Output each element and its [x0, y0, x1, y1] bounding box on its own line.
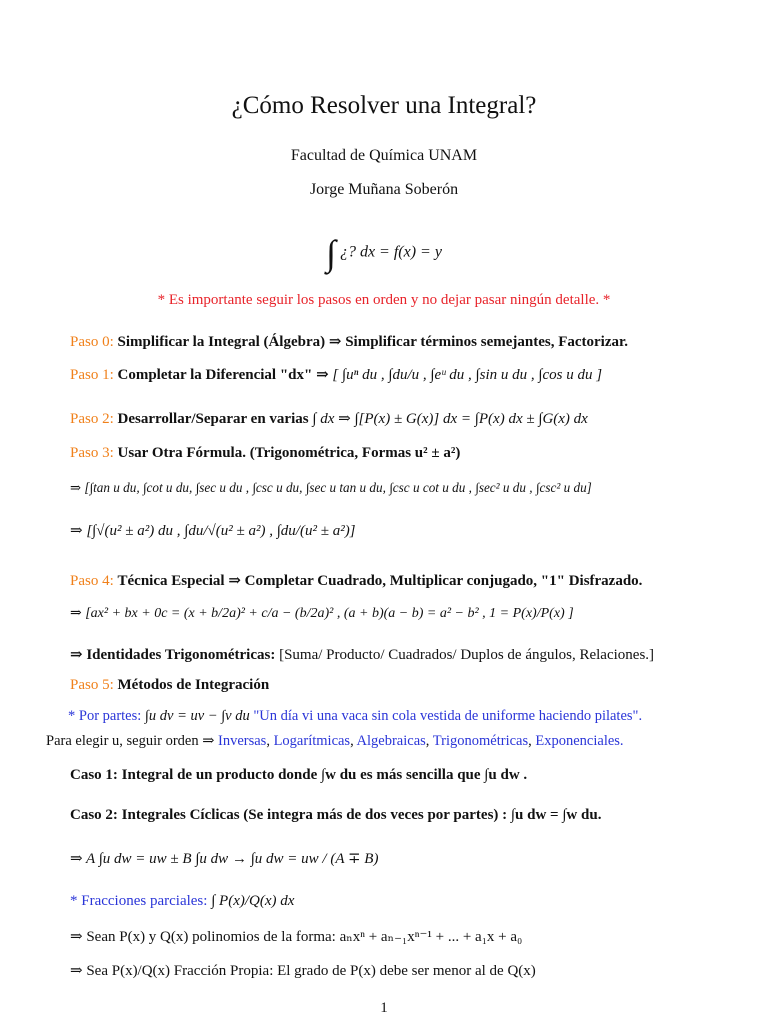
step-0-text: Simplificar la Integral (Álgebra) ⇒ Simplificar términos semejantes, Factorizar. [117, 334, 629, 350]
integral-sign: ∫ [326, 233, 336, 273]
step-2-equation: ∫ dx ⇒ ∫[P(x) ± G(x)] dx = ∫P(x) dx ± ∫G(x) dx [312, 411, 588, 427]
author: Jorge Muñana Soberón [309, 181, 459, 198]
main-equation [0, 235, 768, 271]
order-trigonometricas: Trigonométricas [432, 733, 529, 749]
identities-label: ⇒ Identidades Trigonométricas: [70, 647, 276, 663]
step-1-formulas: [ ∫uⁿ du , ∫du/u , ∫eᵘ du , ∫sin u du , ∫cos u du ] [332, 367, 603, 383]
parts-mnemonic: "Un día vi una vaca sin cola vestida de uniforme haciendo pilates". [253, 708, 643, 724]
step-3-trig-formulas: ⇒ [∫tan u du, ∫cot u du, ∫sec u du , ∫csc u du, ∫sec u tan u du, ∫csc u cot u du , ∫sec² u du , ∫csc² u du] [70, 480, 592, 495]
important-note: * Es importante seguir los pasos en orden y no dejar pasar ningún detalle. * [157, 292, 611, 308]
case-2-equation: ⇒ A ∫u dw = uw ± B ∫u dw → ∫u dw = uw / (A ∓ B) [70, 851, 379, 867]
step-5 [70, 676, 269, 694]
partial-fractions-row [70, 893, 294, 910]
parts-label: * Por partes: [68, 708, 142, 724]
step-4 [70, 572, 642, 590]
step-2 [70, 410, 588, 428]
case-2: Caso 2: Integrales Cíclicas (Se integra más de dos veces por partes) : ∫u dw = ∫w du. [70, 807, 602, 823]
order-logaritmicas: Logarítmicas [273, 733, 351, 749]
case-1: Caso 1: Integral de un producto donde ∫w du es más sencilla que ∫u dw . [70, 767, 528, 783]
order-inversas: Inversas [218, 733, 267, 749]
step-3 [70, 444, 460, 462]
step-5-label: Paso 5: [70, 677, 114, 693]
step-3-label: Paso 3: [70, 445, 114, 461]
order-prefix: Para elegir u, seguir orden ⇒ [46, 733, 215, 749]
step-1-label: Paso 1: [70, 367, 114, 383]
partial-fractions-formula: ∫ P(x)/Q(x) dx [211, 893, 295, 909]
step-4-label: Paso 4: [70, 573, 114, 589]
step-0-label: Paso 0: [70, 334, 114, 350]
parts-row [68, 708, 642, 725]
main-equation-text: ¿? dx = f(x) = y [339, 243, 442, 261]
polynomials-row: ⇒ Sean P(x) y Q(x) polinomios de la forma: aₙxⁿ + aₙ₋₁xⁿ⁻¹ + ... + a₁x + a₀ [70, 929, 523, 945]
order-algebraicas: Algebraicas [356, 733, 426, 749]
identities-row [70, 646, 654, 664]
step-1 [70, 366, 602, 384]
liate-order: Para elegir u, seguir orden ⇒ Inversas, Logarítmicas, Algebraicas, Trigonométricas, Exponenciales. [46, 733, 624, 749]
step-0 [70, 333, 628, 351]
page-number: 1 [380, 1000, 388, 1016]
step-3-text: Usar Otra Fórmula. (Trigonométrica, Formas u² ± a²) [117, 445, 461, 461]
step-4-equation: ⇒ [ax² + bx + 0c = (x + b/2a)² + c/a − (b/2a)² , (a + b)(a − b) = a² − b² , 1 = P(x)/P(x) ] [70, 606, 574, 621]
faculty: Facultad de Química UNAM [290, 147, 478, 164]
partial-fractions-label: * Fracciones parciales: [70, 893, 208, 909]
step-2-text: Desarrollar/Separar en varias [117, 411, 309, 427]
step-4-text: Técnica Especial ⇒ Completar Cuadrado, Multiplicar conjugado, "1" Disfrazado. [117, 573, 643, 589]
step-1-text: Completar la Diferencial "dx" ⇒ [117, 367, 329, 383]
proper-fraction-row: ⇒ Sea P(x)/Q(x) Fracción Propia: El grado de P(x) debe ser menor al de Q(x) [70, 963, 536, 979]
step-3-forms: ⇒ [∫√(u² ± a²) du , ∫du/√(u² ± a²) , ∫du/(u² ± a²)] [70, 523, 356, 539]
identities-list: [Suma/ Producto/ Cuadrados/ Duplos de ángulos, Relaciones.] [279, 647, 655, 663]
parts-formula: ∫u dv = uv − ∫v du [144, 708, 250, 724]
order-exponenciales: Exponenciales. [535, 733, 624, 749]
step-5-text: Métodos de Integración [117, 677, 270, 693]
step-2-label: Paso 2: [70, 411, 114, 427]
page-title: ¿Cómo Resolver una Integral? [231, 92, 537, 119]
